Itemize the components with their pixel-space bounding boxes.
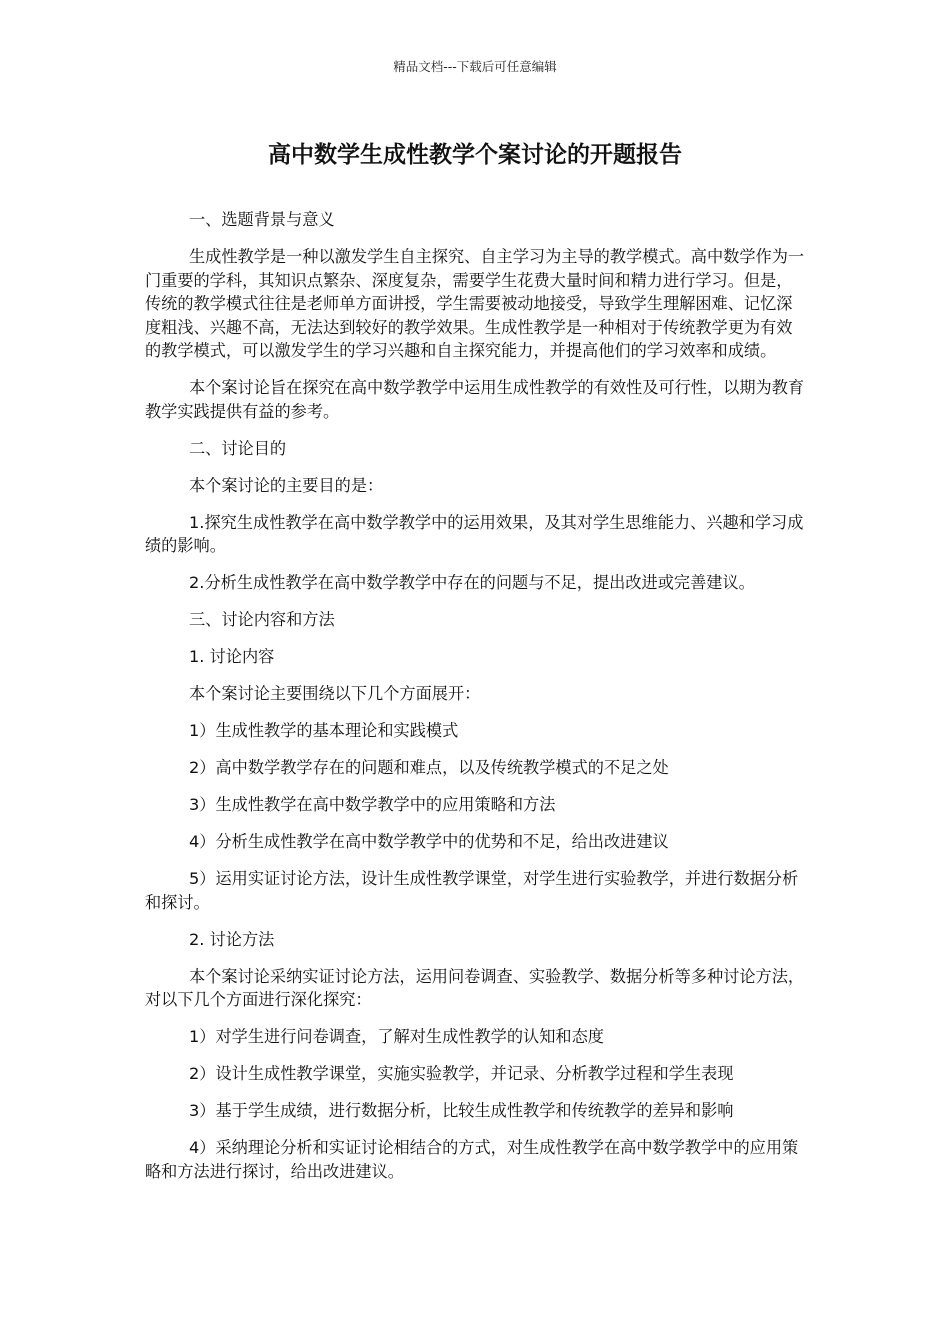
- content-item-2: 2）高中数学教学存在的问题和难点，以及传统教学模式的不足之处: [189, 758, 669, 777]
- subheading-content: 1. 讨论内容: [189, 647, 275, 666]
- subheading-method: 2. 讨论方法: [189, 929, 275, 949]
- paragraph-aim: 本个案讨论旨在探究在高中数学教学中运用生成性教学的有效性及可行性，以期为教育教学实践提供有益的参考。: [145, 378, 805, 421]
- section-heading-content-method: 三、讨论内容和方法: [189, 610, 335, 629]
- content-item-4: 4）分析生成性教学在高中数学教学中的优势和不足，给出改进建议: [189, 832, 669, 851]
- method-item-1: 1）对学生进行问卷调查，了解对生成性教学的认知和态度: [189, 1027, 604, 1046]
- content-item-3: 3）生成性教学在高中数学教学中的应用策略和方法: [189, 795, 556, 814]
- purpose-item-1: 1.探究生成性教学在高中数学教学中的运用效果，及其对学生思维能力、兴趣和学习成绩的影响。: [145, 512, 804, 555]
- content-item-5: 5）运用实证讨论方法，设计生成性教学课堂，对学生进行实验教学，并进行数据分析和探讨。: [145, 869, 799, 912]
- section-heading-background: 一、选题背景与意义: [189, 210, 335, 229]
- paragraph-background: 生成性教学是一种以激发学生自主探究、自主学习为主导的教学模式。高中数学作为一门重要的学科，其知识点繁杂、深度复杂，需要学生花费大量时间和精力进行学习。但是，传统的教学模式往往是老师单方面讲授，学生需要被动地接受，导致学生理解困难、记忆深度粗浅、兴趣不高，无法达到较好的教学效果。生成性教学是一种相对于传统教学更为有效的教学模式，可以激发学生的学习兴趣和自主探究能力，并提高他们的学习效率和成绩。: [145, 247, 805, 360]
- section-heading-purpose: 二、讨论目的: [189, 438, 287, 458]
- method-item-4: 4）采纳理论分析和实证讨论相结合的方式，对生成性教学在高中数学教学中的应用策略和方法进行探讨，给出改进建议。: [145, 1138, 799, 1181]
- method-item-2: 2）设计生成性教学课堂，实施实验教学，并记录、分析教学过程和学生表现: [189, 1064, 734, 1083]
- paragraph-method-intro: 本个案讨论采纳实证讨论方法，运用问卷调查、实验教学、数据分析等多种讨论方法，对以下几个方面进行深化探究：: [145, 966, 805, 1009]
- paragraph-content-intro: 本个案讨论主要围绕以下几个方面展开：: [189, 684, 481, 703]
- document-body: [145, 208, 807, 1197]
- document-title: 高中数学生成性教学个案讨论的开题报告: [268, 142, 682, 168]
- purpose-item-2: 2.分析生成性教学在高中数学教学中存在的问题与不足，提出改进或完善建议。: [189, 573, 755, 592]
- header-note: 精品文档---下载后可任意编辑: [393, 59, 557, 74]
- paragraph-purpose-intro: 本个案讨论的主要目的是：: [189, 475, 384, 495]
- method-item-3: 3）基于学生成绩，进行数据分析，比较生成性教学和传统教学的差异和影响: [189, 1101, 734, 1120]
- content-item-1: 1）生成性教学的基本理论和实践模式: [189, 721, 459, 740]
